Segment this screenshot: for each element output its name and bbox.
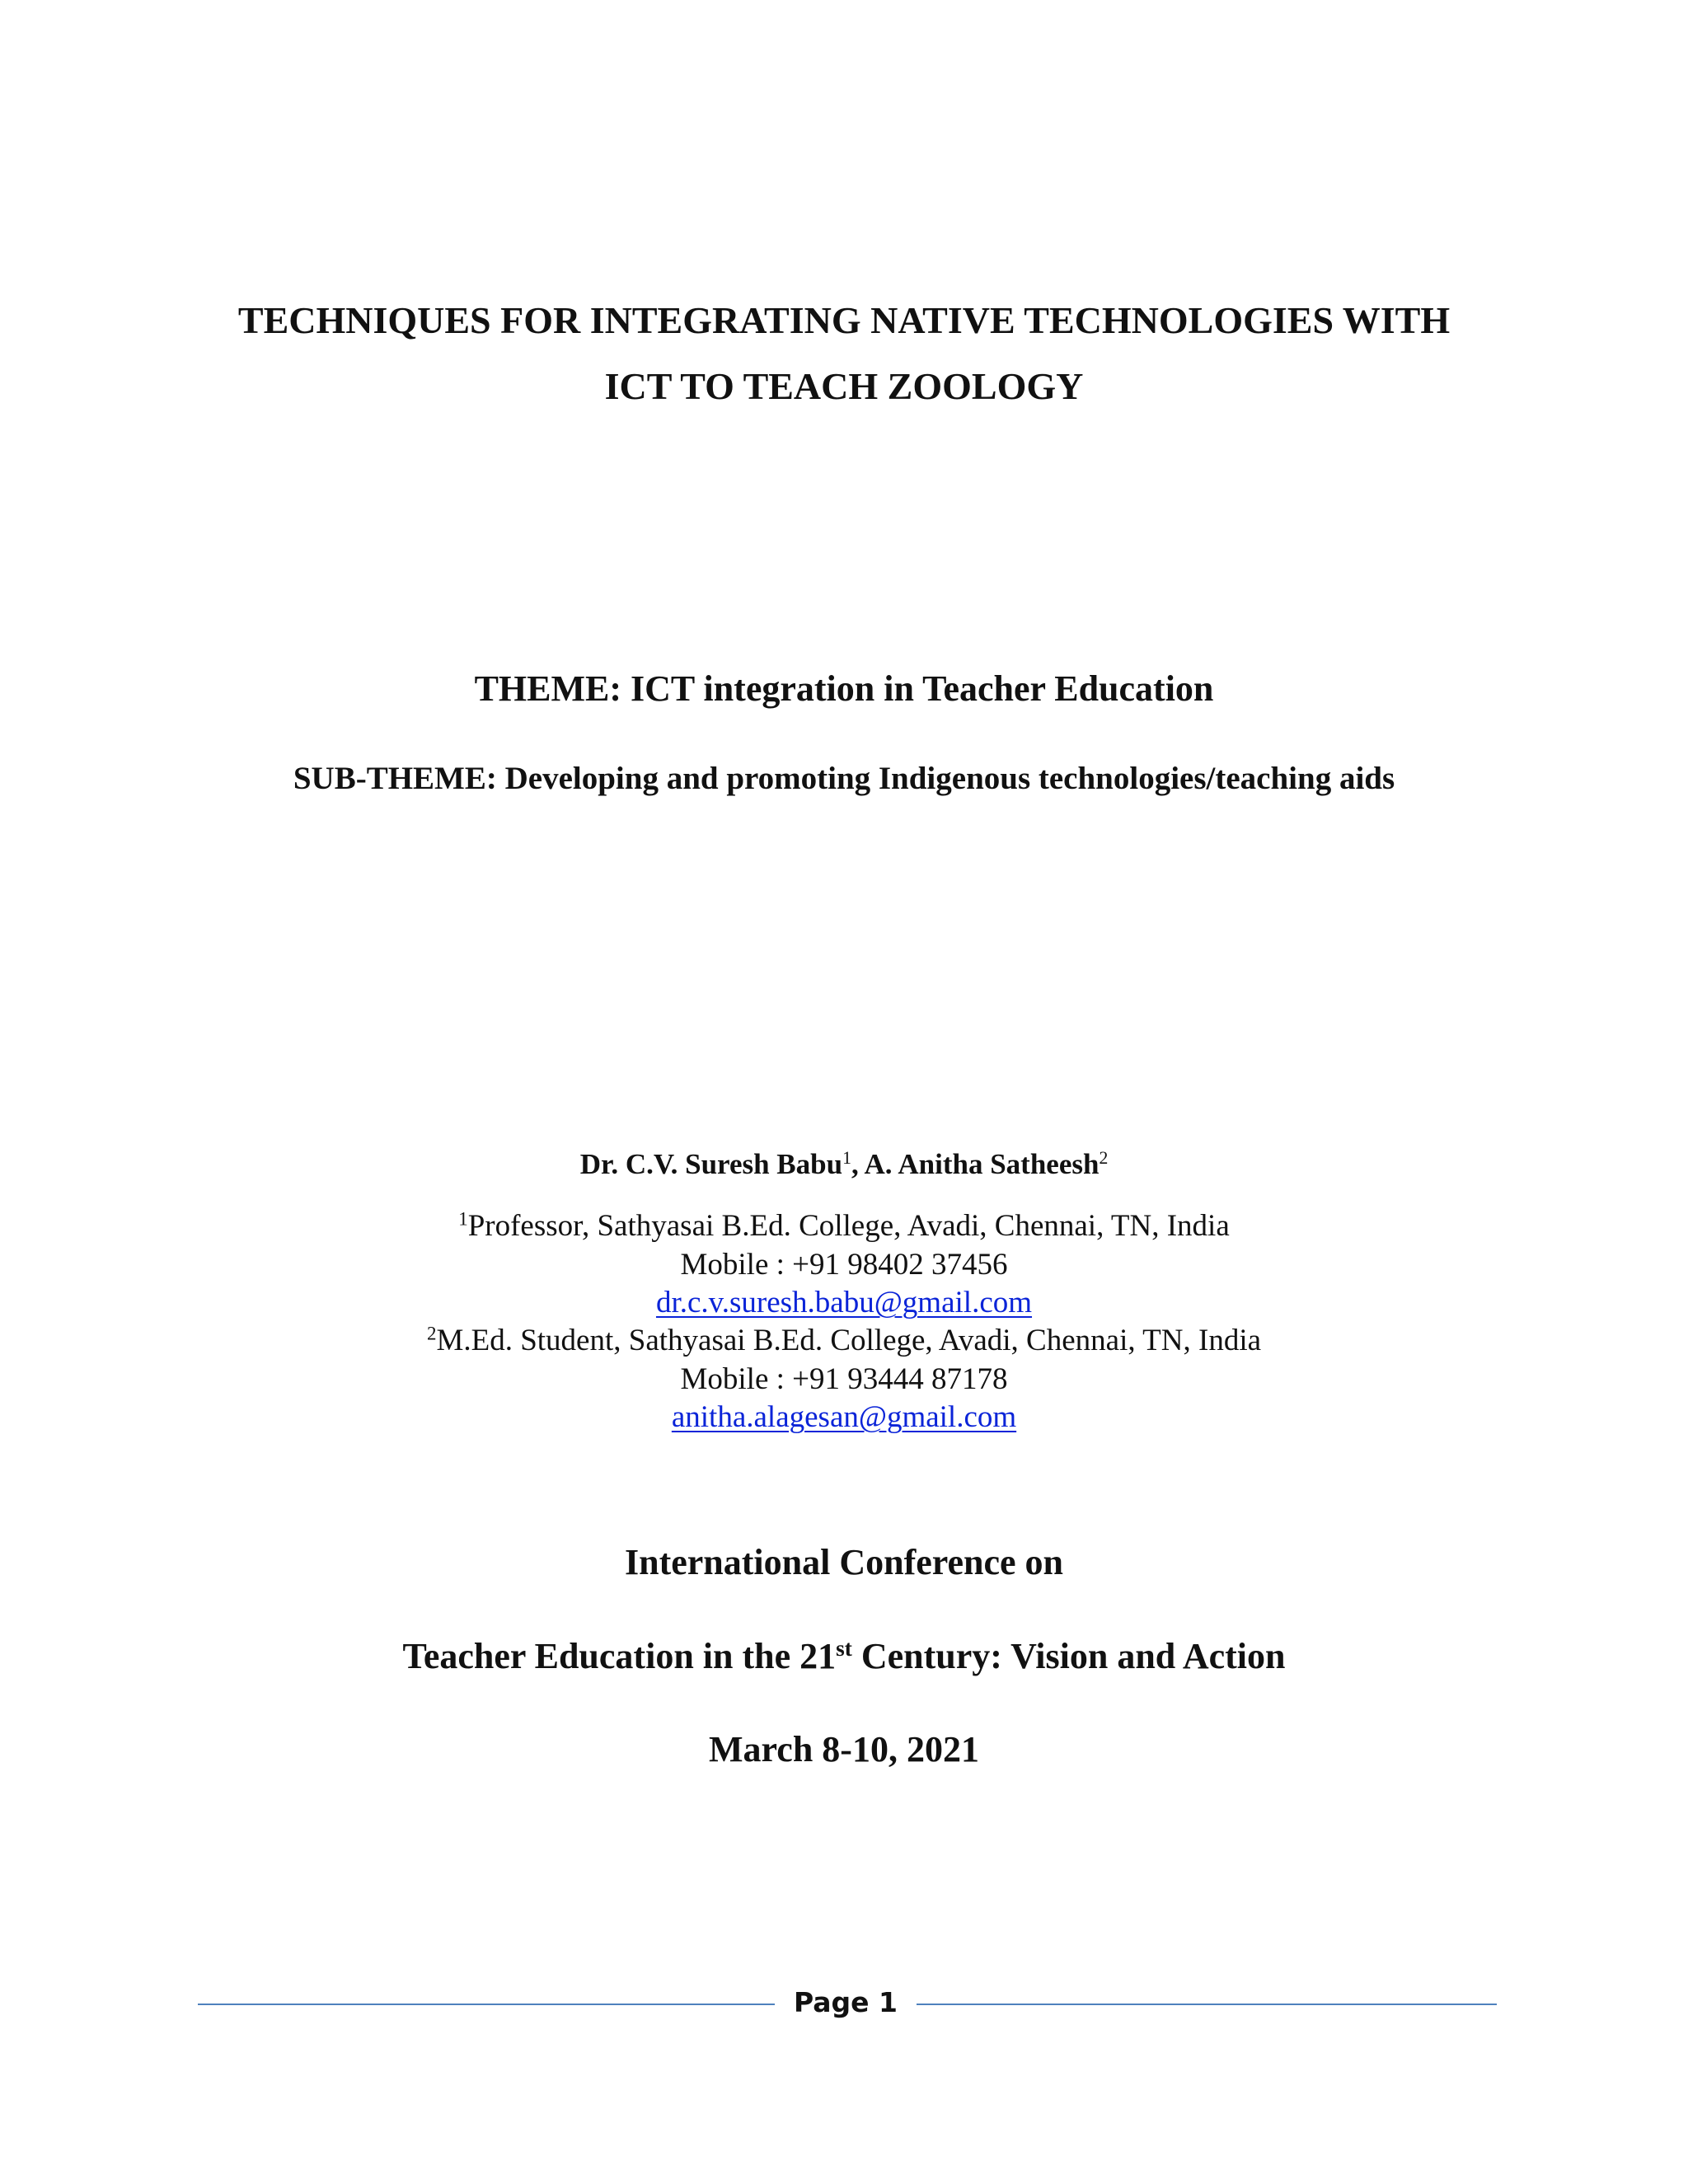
conference-dates: March 8-10, 2021 (709, 1729, 979, 1769)
affiliation-text-1: Professor, Sathyasai B.Ed. College, Avadi, Chennai, TN, India (467, 1209, 1230, 1243)
author-mark-2: 2 (1099, 1148, 1109, 1169)
author-name-1: Dr. C.V. Suresh Babu (579, 1148, 843, 1180)
conference-name-part-2: Century: Vision and Action (851, 1636, 1286, 1676)
conference-name-part-1: Teacher Education in the 21 (402, 1636, 837, 1676)
theme-heading: THEME: ICT integration in Teacher Education (474, 668, 1214, 709)
affiliation-mark-2: 2 (426, 1323, 437, 1344)
footer-rule-right (917, 2004, 1497, 2005)
conference-heading: International Conference on (624, 1542, 1064, 1582)
email-row-1 (0, 1285, 1688, 1320)
author-mark-1: 1 (842, 1148, 851, 1169)
paper-title-line-1: TECHNIQUES FOR INTEGRATING NATIVE TECHNOLOGIES WITH (237, 299, 1451, 341)
affiliation-1 (0, 1208, 1688, 1244)
ordinal-suffix: st (836, 1636, 852, 1661)
paper-title-line-2: ICT TO TEACH ZOOLOGY (604, 365, 1084, 407)
mobile-2: Mobile : +91 93444 87178 (680, 1362, 1008, 1396)
email-row-2 (0, 1399, 1688, 1435)
page-number: Page 1 (793, 1986, 898, 2018)
affiliation-2 (0, 1323, 1688, 1358)
subtheme-heading: SUB-THEME: Developing and promoting Indigenous technologies/teaching aids (293, 761, 1395, 796)
affiliation-text-2: M.Ed. Student, Sathyasai B.Ed. College, Avadi, Chennai, TN, India (436, 1324, 1262, 1357)
mobile-1: Mobile : +91 98402 37456 (680, 1248, 1008, 1282)
email-link-1[interactable]: dr.c.v.suresh.babu@gmail.com (655, 1286, 1033, 1319)
author-separator: , (851, 1148, 865, 1180)
email-link-2[interactable]: anitha.alagesan@gmail.com (671, 1400, 1017, 1434)
author-line (0, 1148, 1688, 1181)
affiliation-mark-1: 1 (458, 1208, 468, 1230)
author-name-2: A. Anitha Satheesh (864, 1148, 1100, 1180)
footer-rule-left (198, 2004, 775, 2005)
conference-name (0, 1635, 1688, 1677)
